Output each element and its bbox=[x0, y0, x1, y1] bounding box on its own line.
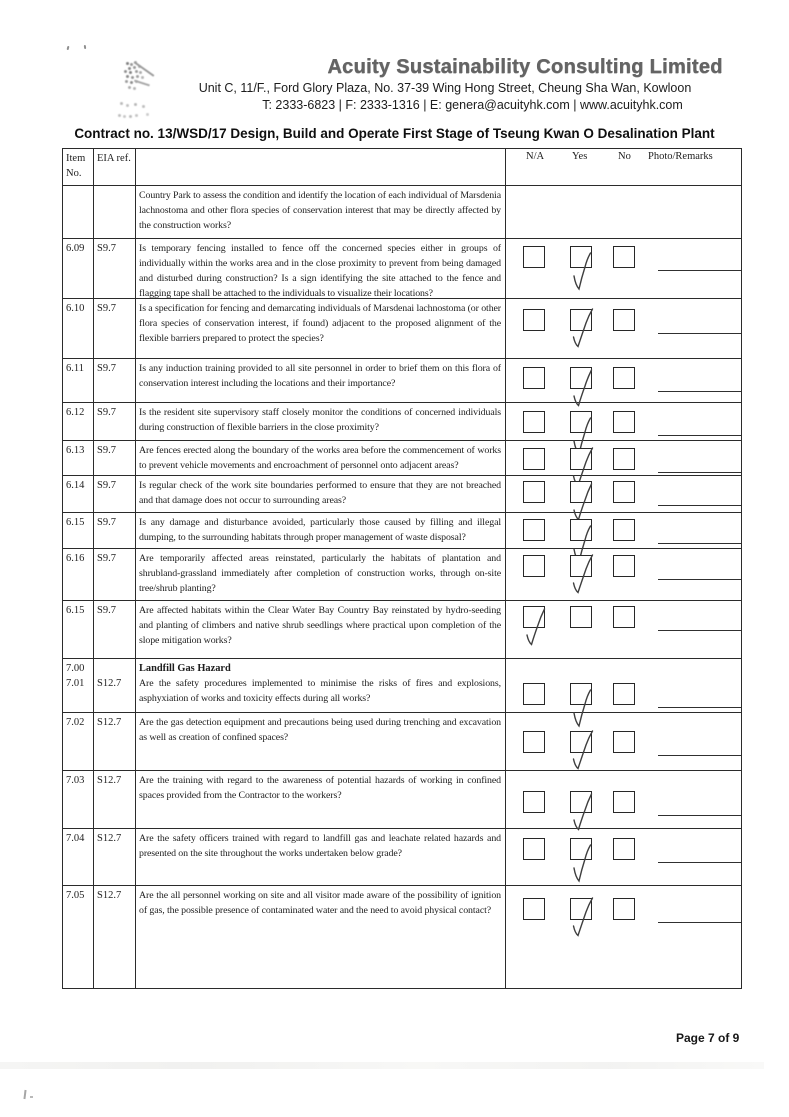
answers-cell bbox=[506, 239, 741, 298]
eia-ref: S9.7 bbox=[97, 517, 116, 528]
answers-cell bbox=[506, 186, 741, 238]
answers-cell bbox=[506, 299, 741, 358]
item-no: 6.10 bbox=[66, 303, 85, 314]
question-cell bbox=[136, 359, 506, 402]
question-cell bbox=[136, 713, 506, 770]
checkbox-na[interactable] bbox=[523, 731, 545, 753]
item-no-cell bbox=[63, 239, 94, 298]
eia-ref-cell bbox=[94, 659, 136, 712]
checkbox-yes[interactable] bbox=[570, 898, 592, 920]
item-no-cell bbox=[63, 359, 94, 402]
remarks-line[interactable] bbox=[658, 579, 741, 580]
item-no-cell bbox=[63, 713, 94, 770]
checkbox-na[interactable] bbox=[523, 555, 545, 577]
checklist-body bbox=[63, 186, 741, 988]
table-row bbox=[63, 403, 741, 441]
question-text: Are the safety officers trained with regard to landfill gas and leachate related hazards and presented on the site throughout the works undertaken below grade? bbox=[139, 833, 501, 859]
item-no: 6.14 bbox=[66, 480, 85, 491]
item-no: 6.09 bbox=[66, 243, 85, 254]
remarks-line[interactable] bbox=[658, 435, 741, 436]
check-mark-icon bbox=[569, 293, 597, 349]
answers-cell bbox=[506, 403, 741, 440]
checkbox-no[interactable] bbox=[613, 838, 635, 860]
remarks-line[interactable] bbox=[658, 543, 741, 544]
check-mark-icon bbox=[569, 230, 597, 286]
item-no: 6.15 bbox=[66, 517, 85, 528]
item-no-cell bbox=[63, 829, 94, 885]
col-header-item-line2: No. bbox=[66, 168, 82, 179]
eia-ref-2: S12.7 bbox=[97, 678, 122, 689]
contract-title: Contract no. 13/WSD/17 Design, Build and Operate First Stage of Tseung Kwan O Desalination Plant bbox=[74, 126, 715, 141]
eia-ref bbox=[97, 661, 134, 676]
table-row bbox=[63, 886, 741, 988]
checkbox-yes[interactable] bbox=[570, 555, 592, 577]
eia-ref: S9.7 bbox=[97, 445, 116, 456]
eia-ref: S9.7 bbox=[97, 407, 116, 418]
eia-ref: S12.7 bbox=[97, 833, 122, 844]
checkbox-yes[interactable] bbox=[570, 448, 592, 470]
table-row bbox=[63, 601, 741, 659]
logo-stroke bbox=[134, 80, 150, 86]
check-mark-icon bbox=[569, 882, 597, 938]
checkbox-yes[interactable] bbox=[570, 606, 592, 628]
company-name: Acuity Sustainability Consulting Limited bbox=[327, 56, 723, 78]
remarks-line[interactable] bbox=[658, 755, 741, 756]
answers-cell bbox=[506, 771, 741, 828]
answers-cell bbox=[506, 601, 741, 658]
scan-artifact-mark bbox=[30, 1096, 33, 1098]
checkbox-no[interactable] bbox=[613, 309, 635, 331]
check-mark-icon bbox=[569, 822, 597, 878]
item-no: 7.02 bbox=[66, 717, 85, 728]
eia-ref-cell bbox=[94, 771, 136, 828]
table-row bbox=[63, 771, 741, 829]
col-header-na: N/A bbox=[526, 151, 545, 162]
question-cell bbox=[136, 829, 506, 885]
col-header-item-line1: Item bbox=[66, 153, 86, 164]
table-row bbox=[63, 513, 741, 549]
checkbox-yes[interactable] bbox=[570, 246, 592, 268]
table-row bbox=[63, 239, 741, 299]
item-no-cell bbox=[63, 549, 94, 600]
answers-cell bbox=[506, 659, 741, 712]
question-cell bbox=[136, 299, 506, 358]
checkbox-na[interactable] bbox=[523, 367, 545, 389]
section-heading: Landfill Gas Hazard bbox=[139, 663, 231, 674]
item-no-cell bbox=[63, 476, 94, 512]
logo-smudge-icon bbox=[126, 62, 129, 65]
checkbox-na[interactable] bbox=[523, 309, 545, 331]
eia-ref-cell bbox=[94, 476, 136, 512]
table-row bbox=[63, 713, 741, 771]
remarks-line[interactable] bbox=[658, 270, 741, 271]
question-cell bbox=[136, 601, 506, 658]
remarks-line[interactable] bbox=[658, 922, 741, 923]
checkbox-no[interactable] bbox=[613, 411, 635, 433]
question-text: Are the training with regard to the awareness of potential hazards of working in confined spaces provided from the Contractor to the workers? bbox=[139, 775, 501, 801]
check-mark-icon bbox=[569, 775, 597, 831]
checkbox-yes[interactable] bbox=[570, 838, 592, 860]
eia-ref: S12.7 bbox=[97, 890, 122, 901]
check-mark-icon bbox=[569, 715, 597, 771]
answers-cell bbox=[506, 549, 741, 600]
table-row bbox=[63, 299, 741, 359]
question-text: Country Park to assess the condition and identify the location of each individual of Marsdenia lachnostoma and other flora species of conservation interest that may be directly affected by the construction works? bbox=[139, 190, 501, 231]
company-contact: T: 2333-6823 | F: 2333-1316 | E: genera@acuityhk.com | www.acuityhk.com bbox=[262, 98, 683, 112]
eia-ref: S9.7 bbox=[97, 363, 116, 374]
table-row bbox=[63, 659, 741, 713]
eia-ref-cell bbox=[94, 359, 136, 402]
eia-ref-cell bbox=[94, 829, 136, 885]
col-header-no: No bbox=[618, 151, 631, 162]
remarks-line[interactable] bbox=[658, 630, 741, 631]
eia-ref-cell bbox=[94, 886, 136, 988]
eia-ref-cell bbox=[94, 601, 136, 658]
checkbox-no[interactable] bbox=[613, 246, 635, 268]
checkbox-no[interactable] bbox=[613, 791, 635, 813]
checkbox-yes[interactable] bbox=[570, 791, 592, 813]
question-cell bbox=[136, 186, 506, 238]
eia-ref: S9.7 bbox=[97, 303, 116, 314]
question-cell bbox=[136, 659, 506, 712]
eia-ref-cell bbox=[94, 513, 136, 548]
question-cell bbox=[136, 886, 506, 988]
eia-ref-cell bbox=[94, 403, 136, 440]
question-text: Are temporarily affected areas reinstated, particularly the habitats of plantation and shrubland-grassland immediately after completion of construction works, through on-site tree/shrub planting? bbox=[139, 553, 501, 594]
col-header-item bbox=[63, 149, 94, 185]
col-header-question bbox=[136, 149, 506, 185]
checkbox-na[interactable] bbox=[523, 838, 545, 860]
item-no-cell bbox=[63, 771, 94, 828]
item-no-cell bbox=[63, 886, 94, 988]
checkbox-na[interactable] bbox=[523, 246, 545, 268]
checkbox-yes[interactable] bbox=[570, 367, 592, 389]
company-logo bbox=[104, 58, 164, 124]
question-cell bbox=[136, 403, 506, 440]
item-no-cell bbox=[63, 299, 94, 358]
eia-ref: S9.7 bbox=[97, 605, 116, 616]
table-row bbox=[63, 359, 741, 403]
checkbox-yes[interactable] bbox=[570, 519, 592, 541]
remarks-line[interactable] bbox=[658, 815, 741, 816]
item-no-cell bbox=[63, 186, 94, 238]
answers-cell bbox=[506, 441, 741, 475]
item-no: 7.04 bbox=[66, 833, 85, 844]
item-no: 6.15 bbox=[66, 605, 85, 616]
item-no: 6.16 bbox=[66, 553, 85, 564]
col-header-remarks: Photo/Remarks bbox=[648, 151, 713, 162]
logo-stroke bbox=[134, 61, 155, 76]
question-text: Is the resident site supervisory staff closely monitor the conditions of concerned individuals during construction of flexible barriers in the close proximity? bbox=[139, 407, 501, 433]
checkbox-no[interactable] bbox=[613, 481, 635, 503]
eia-ref-cell bbox=[94, 549, 136, 600]
scan-artifact-mark bbox=[23, 1090, 26, 1099]
checkbox-na[interactable] bbox=[523, 791, 545, 813]
checkbox-yes[interactable] bbox=[570, 683, 592, 705]
table-row bbox=[63, 186, 741, 239]
eia-ref: S12.7 bbox=[97, 775, 122, 786]
question-cell bbox=[136, 476, 506, 512]
question-text: Are affected habitats within the Clear Water Bay Country Bay reinstated by hydro-seeding and planting of climbers and native shrub seedlings where practical upon completion of the slope mitigation works? bbox=[139, 605, 501, 646]
item-no-cell bbox=[63, 659, 94, 712]
check-mark-icon bbox=[569, 351, 597, 407]
remarks-line[interactable] bbox=[658, 391, 741, 392]
question-text: Is a specification for fencing and demarcating individuals of Marsdenai lachnostoma (or other flora species of conservation interest, if found) adjacent to the proposed alignment of the flexible barriers prepared to protect the species? bbox=[139, 303, 501, 344]
checkbox-no[interactable] bbox=[613, 519, 635, 541]
item-no-cell bbox=[63, 403, 94, 440]
question-cell bbox=[136, 239, 506, 298]
eia-ref: S12.7 bbox=[97, 717, 122, 728]
answers-cell bbox=[506, 359, 741, 402]
eia-ref-cell bbox=[94, 239, 136, 298]
remarks-line[interactable] bbox=[658, 707, 741, 708]
item-no-cell bbox=[63, 601, 94, 658]
question-text: Are the safety procedures implemented to minimise the risks of fires and explosions, asphyxiation of works and toxicity effects during all works? bbox=[139, 678, 501, 704]
checkbox-yes[interactable] bbox=[570, 731, 592, 753]
checkbox-no[interactable] bbox=[613, 606, 635, 628]
col-header-yes: Yes bbox=[572, 151, 588, 162]
answers-cell bbox=[506, 476, 741, 512]
letterhead bbox=[90, 56, 740, 113]
question-text: Is any induction training provided to all site personnel in order to brief them on this flora of conservation interest including the locations and their importance? bbox=[139, 363, 501, 389]
item-no-cell bbox=[63, 441, 94, 475]
remarks-line[interactable] bbox=[658, 472, 741, 473]
eia-ref: S9.7 bbox=[97, 480, 116, 491]
scan-artifact-dot bbox=[84, 45, 87, 49]
item-no: 6.12 bbox=[66, 407, 85, 418]
checkbox-no[interactable] bbox=[613, 898, 635, 920]
item-no: 7.00 bbox=[66, 663, 85, 674]
company-address: Unit C, 11/F., Ford Glory Plaza, No. 37-39 Wing Hong Street, Cheung Sha Wan, Kowloon bbox=[198, 81, 692, 95]
table-row bbox=[63, 441, 741, 476]
question-text: Are the gas detection equipment and precautions being used during trenching and excavation as well as creation of confined spaces? bbox=[139, 717, 501, 743]
item-no: 7.05 bbox=[66, 890, 85, 901]
eia-ref-cell bbox=[94, 299, 136, 358]
eia-ref-cell bbox=[94, 441, 136, 475]
checkbox-na[interactable] bbox=[523, 683, 545, 705]
col-header-eia: EIA ref. bbox=[94, 149, 136, 185]
question-cell bbox=[136, 513, 506, 548]
answers-cell bbox=[506, 713, 741, 770]
table-row bbox=[63, 476, 741, 513]
checkbox-na[interactable] bbox=[523, 898, 545, 920]
question-cell bbox=[136, 549, 506, 600]
question-text: Are the all personnel working on site and all visitor made aware of the possibility of ignition of gas, the possible presence of contaminated water and the need to avoid physical contact? bbox=[139, 890, 501, 916]
checkbox-na[interactable] bbox=[523, 448, 545, 470]
answers-cell bbox=[506, 513, 741, 548]
checkbox-yes[interactable] bbox=[570, 309, 592, 331]
checkbox-yes[interactable] bbox=[570, 411, 592, 433]
checkbox-na[interactable] bbox=[523, 411, 545, 433]
answers-cell bbox=[506, 886, 741, 988]
checklist-table bbox=[62, 148, 742, 989]
checkbox-na[interactable] bbox=[523, 481, 545, 503]
item-no-2: 7.01 bbox=[66, 678, 85, 689]
eia-ref-cell bbox=[94, 713, 136, 770]
question-text: Is any damage and disturbance avoided, particularly those caused by filling and illegal dumping, to the surrounding habitats through proper management of waste disposal? bbox=[139, 517, 501, 543]
eia-ref-cell bbox=[94, 186, 136, 238]
remarks-line[interactable] bbox=[658, 505, 741, 506]
checkbox-no[interactable] bbox=[613, 731, 635, 753]
question-cell bbox=[136, 771, 506, 828]
item-no: 6.11 bbox=[66, 363, 84, 374]
scan-artifact-dot bbox=[67, 46, 70, 50]
checkbox-no[interactable] bbox=[613, 448, 635, 470]
checkbox-na[interactable] bbox=[523, 519, 545, 541]
table-row bbox=[63, 549, 741, 601]
checkbox-yes[interactable] bbox=[570, 481, 592, 503]
question-text: Are fences erected along the boundary of the works area before the commencement of works to prevent vehicle movements and encroachment of personnel onto adjacent areas? bbox=[139, 445, 501, 471]
checkbox-no[interactable] bbox=[613, 555, 635, 577]
question-cell bbox=[136, 441, 506, 475]
checkbox-na[interactable] bbox=[523, 606, 545, 628]
eia-ref: S9.7 bbox=[97, 553, 116, 564]
table-header-row bbox=[63, 149, 741, 186]
item-no: 7.03 bbox=[66, 775, 85, 786]
remarks-line[interactable] bbox=[658, 333, 741, 334]
question-text: Is temporary fencing installed to fence off the concerned species either in groups of individually within the works area and in the close proximity to prevent from being damaged and disturbed during construction? Is a sign identifying the site attached to the fence and flagging tape shall be attached to the individuals to visualize their locations? bbox=[139, 243, 501, 298]
table-row bbox=[63, 829, 741, 886]
remarks-line[interactable] bbox=[658, 862, 741, 863]
checkbox-no[interactable] bbox=[613, 683, 635, 705]
answers-cell bbox=[506, 829, 741, 885]
page-number: Page 7 of 9 bbox=[676, 1031, 740, 1045]
scan-artifact-smudge bbox=[0, 1062, 764, 1069]
item-no-cell bbox=[63, 513, 94, 548]
eia-ref: S9.7 bbox=[97, 243, 116, 254]
question-text: Is regular check of the work site boundaries performed to ensure that they are not breached and that damage does not occur to surrounding areas? bbox=[139, 480, 501, 506]
item-no: 6.13 bbox=[66, 445, 85, 456]
checkbox-no[interactable] bbox=[613, 367, 635, 389]
col-header-answers bbox=[506, 149, 741, 185]
